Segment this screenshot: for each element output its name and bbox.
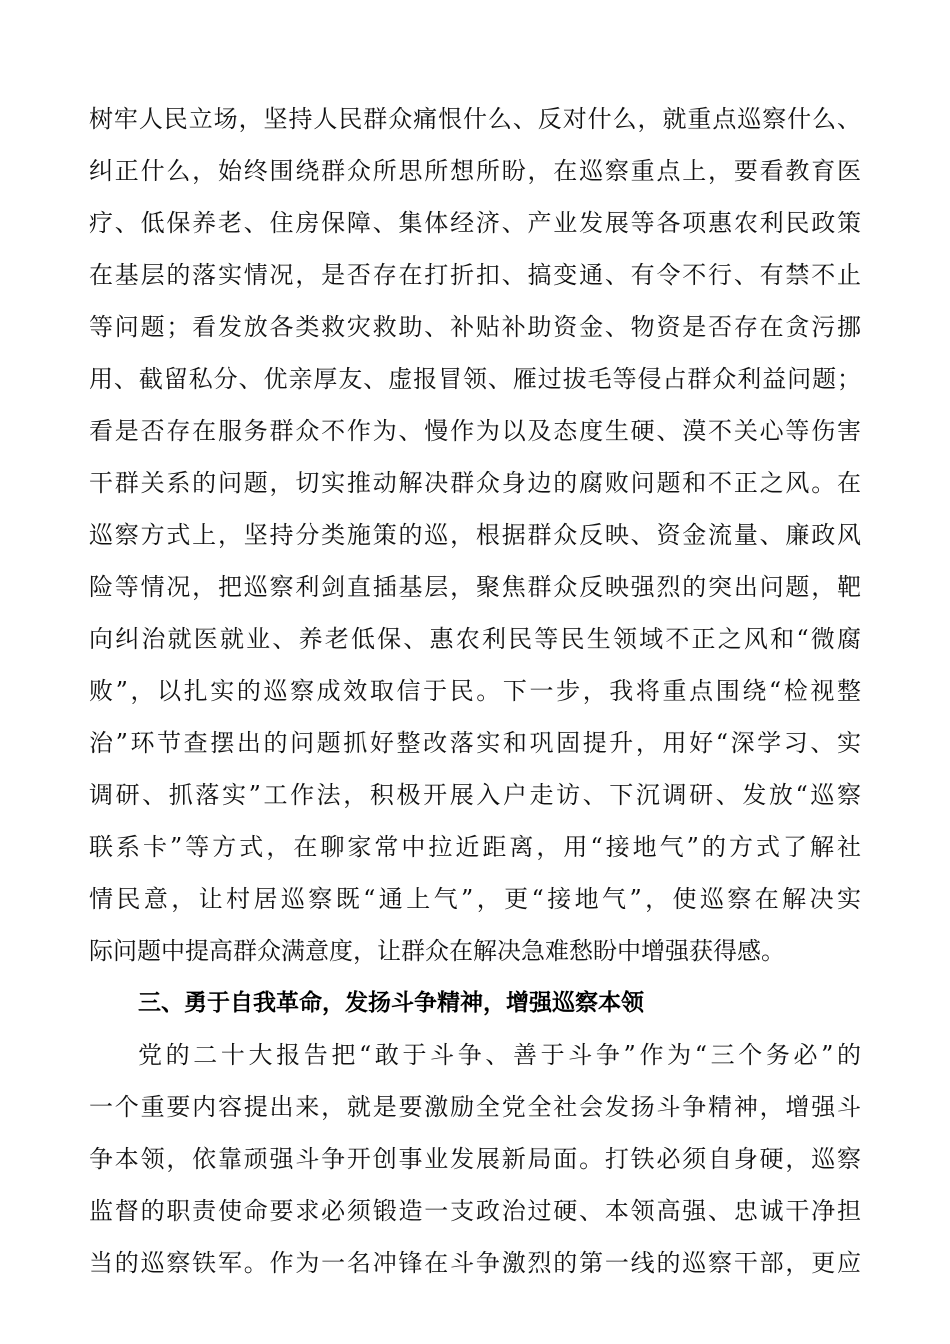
section-heading: 三、勇于自我革命，发扬斗争精神，增强巡察本领: [138, 990, 644, 1016]
paragraph-line: 一个重要内容提出来，就是要激励全党全社会发扬斗争精神，增强斗: [89, 1093, 861, 1121]
paragraph-line: 党的二十大报告把“敢于斗争、善于斗争”作为“三个务必”的: [138, 1041, 861, 1069]
paragraph-line: 败”，以扎实的巡察成效取信于民。下一步，我将重点围绕“检视整: [89, 677, 861, 705]
paragraph-line: 调研、抓落实”工作法，积极开展入户走访、下沉调研、发放“巡察: [89, 781, 861, 809]
paragraph-line: 监督的职责使命要求必须锻造一支政治过硬、本领高强、忠诚干净担: [89, 1197, 861, 1225]
paragraph-line: 巡察方式上，坚持分类施策的巡，根据群众反映、资金流量、廉政风: [89, 521, 861, 549]
paragraph-line: 在基层的落实情况，是否存在打折扣、搞变通、有令不行、有禁不止: [89, 261, 861, 289]
paragraph-line: 情民意，让村居巡察既“通上气”，更“接地气”，使巡察在解决实: [89, 885, 861, 913]
paragraph-line: 树牢人民立场，坚持人民群众痛恨什么、反对什么，就重点巡察什么、: [89, 105, 861, 133]
paragraph-line: 治”环节查摆出的问题抓好整改落实和巩固提升，用好“深学习、实: [89, 729, 861, 757]
paragraph-line: 看是否存在服务群众不作为、慢作为以及态度生硬、漠不关心等伤害: [89, 417, 861, 445]
paragraph-line: 用、截留私分、优亲厚友、虚报冒领、雁过拔毛等侵占群众利益问题；: [89, 365, 861, 393]
paragraph-line: 向纠治就医就业、养老低保、惠农利民等民生领域不正之风和“微腐: [89, 625, 861, 653]
paragraph-line: 干群关系的问题，切实推动解决群众身边的腐败问题和不正之风。在: [89, 469, 861, 497]
paragraph-line: 纠正什么，始终围绕群众所思所想所盼，在巡察重点上，要看教育医: [89, 157, 861, 185]
paragraph-line: 争本领，依靠顽强斗争开创事业发展新局面。打铁必须自身硬，巡察: [89, 1145, 861, 1173]
paragraph-line: 险等情况，把巡察利剑直插基层，聚焦群众反映强烈的突出问题，靶: [89, 573, 861, 601]
paragraph-line: 等问题；看发放各类救灾救助、补贴补助资金、物资是否存在贪污挪: [89, 313, 861, 341]
paragraph-line: 疗、低保养老、住房保障、集体经济、产业发展等各项惠农利民政策: [89, 209, 861, 237]
paragraph-line: 当的巡察铁军。作为一名冲锋在斗争激烈的第一线的巡察干部，更应: [89, 1249, 861, 1277]
paragraph-line: 联系卡”等方式，在聊家常中拉近距离，用“接地气”的方式了解社: [89, 833, 861, 861]
paragraph-line: 际问题中提高群众满意度，让群众在解决急难愁盼中增强获得感。: [89, 937, 785, 965]
